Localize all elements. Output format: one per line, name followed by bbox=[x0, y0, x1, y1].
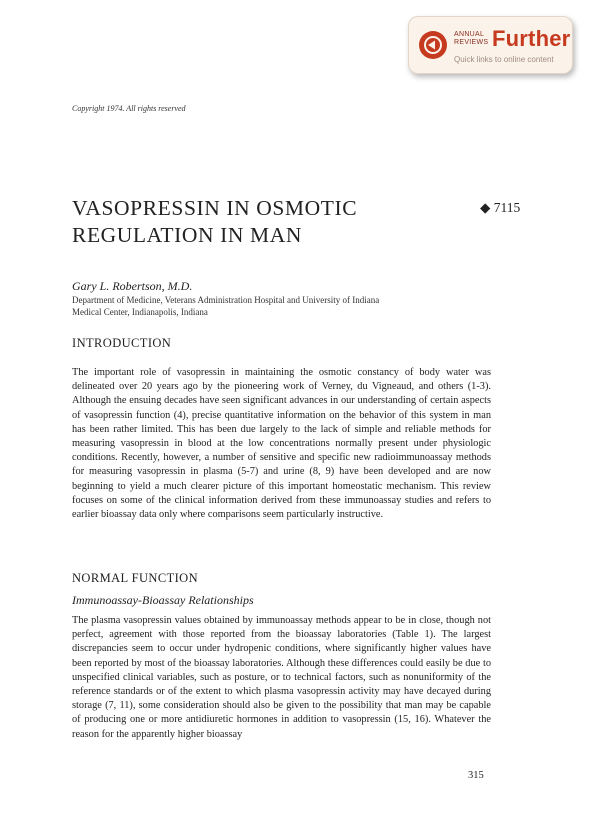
further-tagline: Quick links to online content bbox=[454, 55, 554, 64]
introduction-paragraph: The important role of vasopressin in maintaining the osmotic constancy of body water was delineated over 20 years ago by the pioneering work of Verney, du Vigneaud, and others (1-3). Although the ensuing decades have seen significant advances in our understanding of certain aspects of vasopressin function (4), precise quantitative information on the behavior of this system in man has been rather limited. This has been due largely to the lack of simple and reliable methods for measuring vasopressin in blood at the low concentrations normally present under physiologic conditions. Recently, however, a number of sensitive and specific new radioimmunoassay methods for measuring vasopressin in plasma (5-7) and urine (8, 9) have been developed and are now beginning to yield a much clearer picture of this important homeostatic mechanism. This review focuses on some of the clinical information derived from these immunoassay studies and refers to earlier bioassay data only where comparisons seem particularly instructive. bbox=[72, 367, 491, 521]
back-arrow-icon bbox=[418, 30, 448, 60]
section-heading-introduction: INTRODUCTION bbox=[72, 336, 172, 350]
subsection-heading-immunoassay: Immunoassay-Bioassay Relationships bbox=[72, 593, 254, 607]
title-line-2: REGULATION IN MAN bbox=[72, 223, 302, 247]
article-title bbox=[72, 195, 357, 249]
page-number: 315 bbox=[468, 770, 484, 781]
further-wordmark: Further bbox=[492, 26, 571, 51]
author-affiliation: Department of Medicine, Veterans Administration Hospital and University of Indiana Medical Center, Indianapolis, Indiana bbox=[72, 295, 380, 317]
section-heading-normal-function: NORMAL FUNCTION bbox=[72, 571, 199, 585]
copyright-notice: Copyright 1974. All rights reserved bbox=[72, 104, 186, 113]
immunoassay-paragraph: The plasma vasopressin values obtained by immunoassay methods appear to be in close, though not perfect, agreement with those reported from the bioassay laboratories (Table 1). The largest discrepancies seem to occur under hydropenic conditions, where significantly higher values have been reported by most of the bioassay laboratories. Although these differences could easily be due to unspecified clinical variables, such as posture, or to technical factors, such as nonuniformity of the reference standards or of the extent to which plasma vasopressin activity may have decayed during storage (7, 11), some consideration should also be given to the possibility that man may be capable of producing one or more antidiuretic hormones in addition to vasopressin (15, 16). Whatever the reason for the apparently higher bioassay bbox=[72, 615, 491, 740]
annual-reviews-further-badge[interactable] bbox=[408, 16, 573, 74]
title-line-1: VASOPRESSIN IN OSMOTIC bbox=[72, 196, 358, 220]
article-code: ◆ 7115 bbox=[480, 200, 521, 215]
author-name: Gary L. Robertson, M.D. bbox=[72, 279, 193, 293]
annual-reviews-wordmark: ANNUAL REVIEWS bbox=[454, 31, 489, 46]
